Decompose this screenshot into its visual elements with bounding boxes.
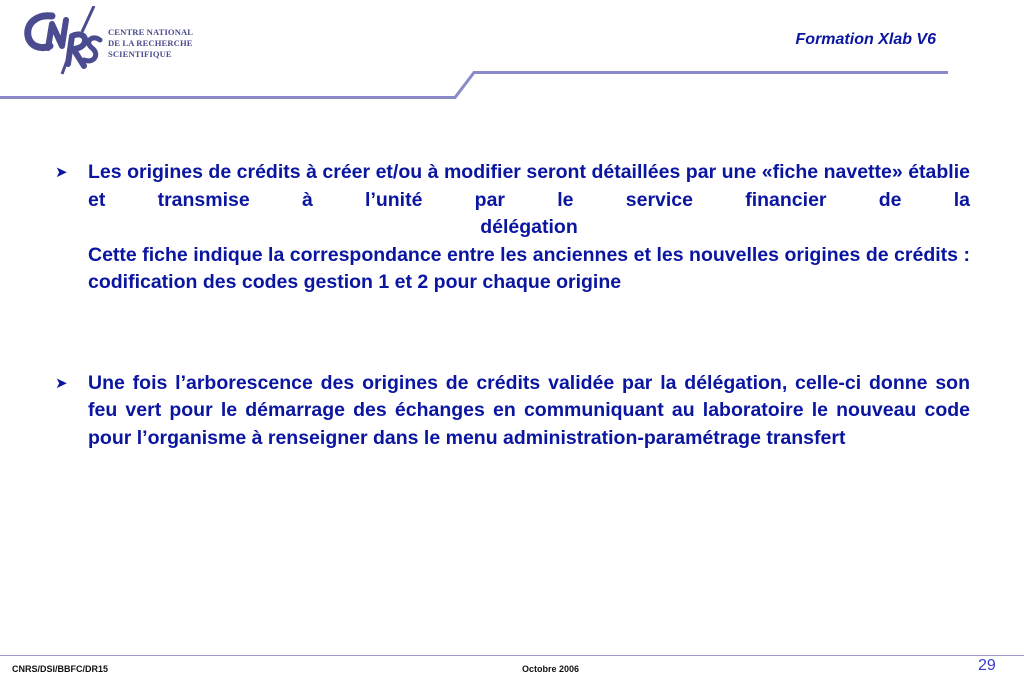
bullet-text: Une fois l’arborescence des origines de crédits validée par la délégation, celle-ci donne son feu vert pour le démarrage des échanges en communiquant au laboratoire le nouveau code pour l’organisme à renseigner dans le menu administration-paramétrage transfert bbox=[88, 371, 970, 449]
header-divider bbox=[0, 70, 1024, 102]
document-title: Formation Xlab V6 bbox=[795, 31, 936, 48]
arrow-bullet-icon: ➤ bbox=[55, 164, 68, 181]
arrow-bullet-icon: ➤ bbox=[55, 374, 68, 392]
logo-line: CENTRE NATIONAL bbox=[108, 27, 194, 37]
bullet-text-end: délégation bbox=[480, 216, 578, 238]
bullet-text: Cette fiche indique la correspondance entre les anciennes et les nouvelles origines de crédits : codification des codes gestion 1 et 2 pour chaque origine bbox=[88, 243, 970, 293]
page-number: 29 bbox=[978, 657, 996, 674]
logo-line: DE LA RECHERCHE bbox=[108, 38, 193, 48]
cnrs-logo-mark bbox=[22, 6, 104, 76]
footer-date: Octobre 2006 bbox=[522, 664, 580, 674]
logo-wordmark bbox=[108, 27, 193, 60]
bullet-item bbox=[55, 159, 970, 297]
slide-content bbox=[55, 159, 970, 452]
footer-divider bbox=[0, 655, 1024, 656]
footer-reference: CNRS/DSI/BBFC/DR15 bbox=[12, 664, 109, 674]
logo-line: SCIENTIFIQUE bbox=[108, 49, 172, 59]
bullet-item bbox=[55, 370, 970, 453]
bullet-text: Les origines de crédits à créer et/ou à modifier seront détaillées par une «fiche navette» établie et transmise à l’unité par le service financier de la bbox=[88, 161, 970, 211]
